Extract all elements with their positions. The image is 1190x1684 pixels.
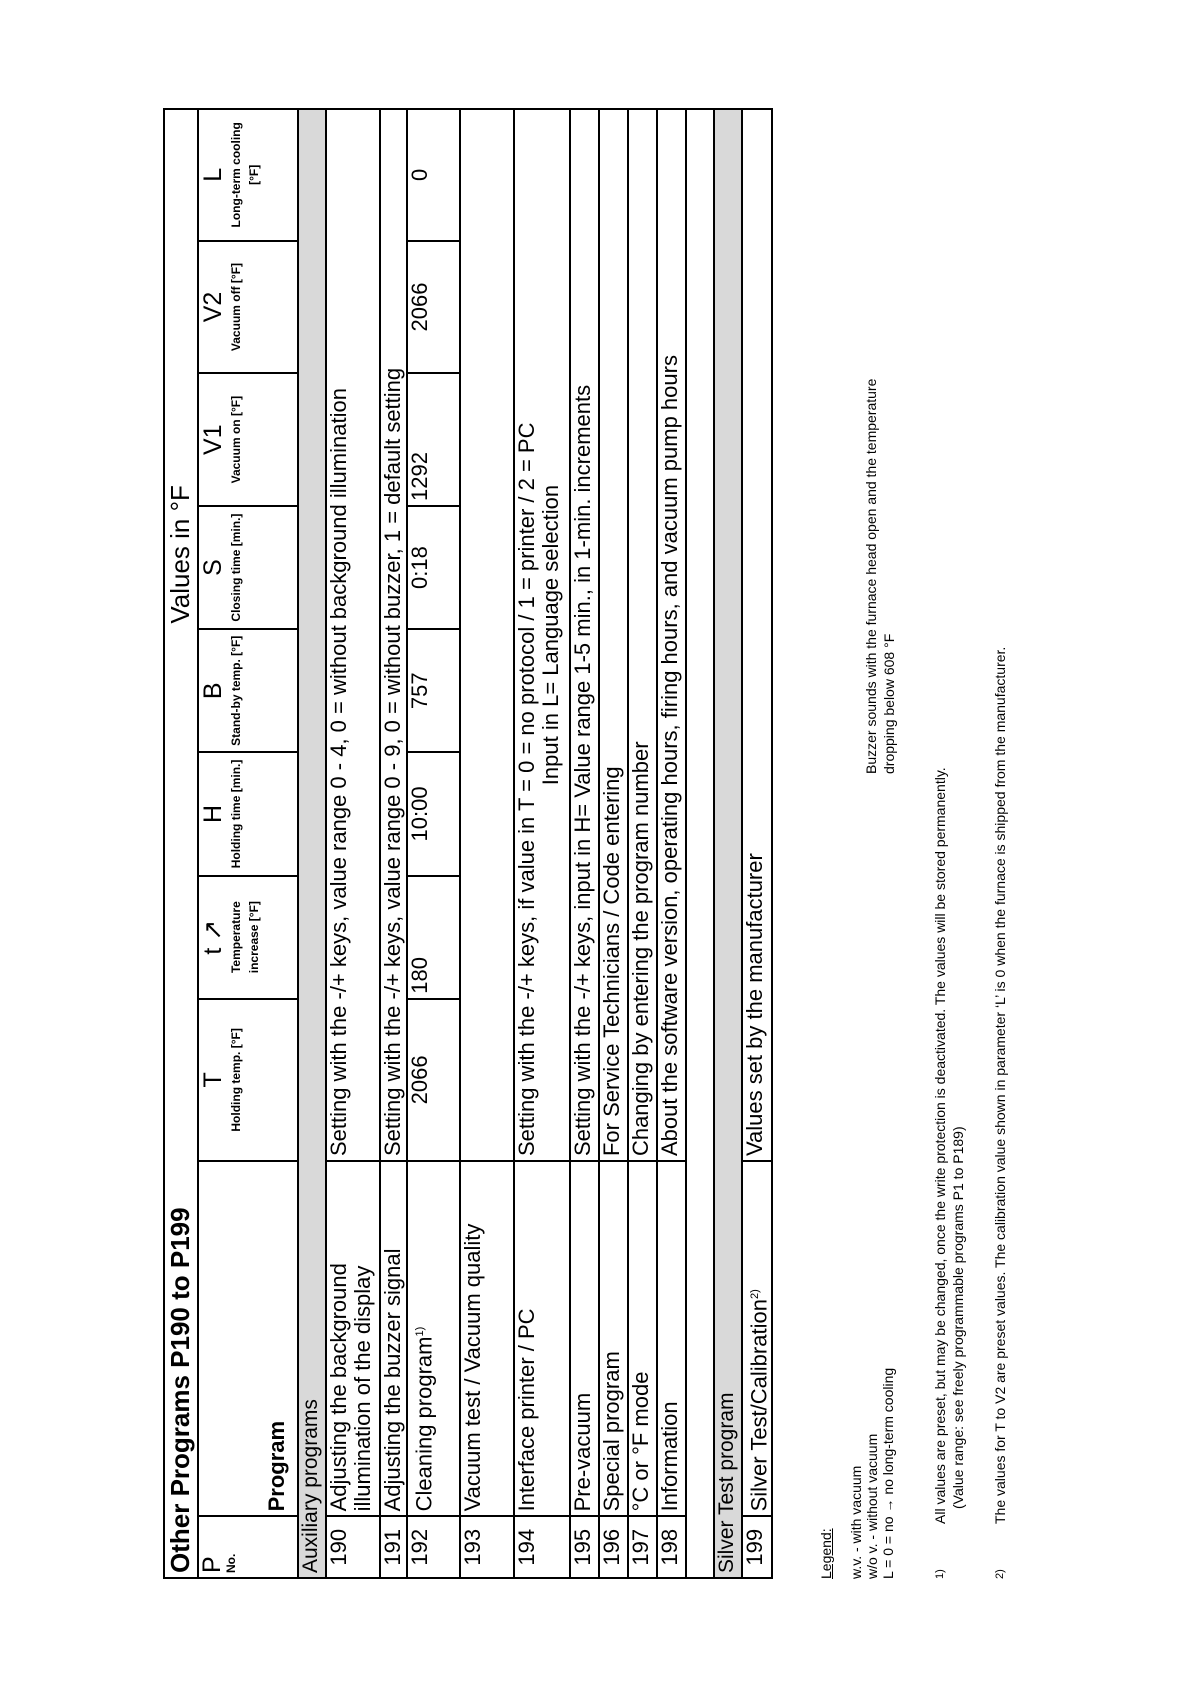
header-V2-letter: V2 [199, 291, 227, 323]
header-S-sub: Closing time [min.] [229, 513, 243, 622]
table-row [742, 109, 772, 1578]
table-row [570, 109, 599, 1578]
row-number: 192 [407, 1516, 460, 1578]
header-V1 [198, 373, 298, 506]
header-t-sub: Temperature increase [°F] [229, 901, 261, 974]
row-program-label: Cleaning program [411, 1336, 437, 1512]
header-V2-sub: Vacuum off [°F] [229, 262, 243, 352]
header-H-letter: H [199, 804, 227, 823]
row-program: Adjusting the background illumination of the display [326, 1161, 380, 1516]
value-L: 0 [407, 109, 460, 241]
header-p [198, 1516, 298, 1578]
footnote-1-mark: 1) [934, 1569, 946, 1579]
row-program: Adjusting the buzzer signal [380, 1161, 407, 1516]
row-number: 194 [514, 1516, 570, 1578]
header-V1-sub: Vacuum on [°F] [229, 395, 243, 484]
value-V1: 1292 [407, 373, 460, 506]
values-title-cell [164, 109, 198, 999]
header-H [198, 752, 298, 875]
header-S-letter: S [199, 559, 227, 576]
row-number: 197 [628, 1516, 657, 1578]
header-B-letter: B [199, 682, 227, 700]
table-title: Other Programs P190 to P199 [165, 1207, 195, 1573]
section-row-aux [298, 109, 326, 1578]
footnote-ref: 1) [414, 1326, 426, 1337]
row-text: Changing by entering the program number [628, 109, 657, 1161]
header-T-letter: T [199, 1072, 227, 1088]
header-S [198, 506, 298, 629]
header-t [198, 876, 298, 999]
legend-line-2: w/o v. - without vacuum [864, 1433, 880, 1579]
row-program: Special program [599, 1161, 628, 1516]
programs-table [163, 108, 773, 1579]
row-program-label: Silver Test/Calibration [746, 1299, 772, 1512]
row-program [742, 1161, 772, 1516]
footnote-1-line-2: (Value range: see freely programmable programs P1 to P189) [950, 1126, 966, 1509]
header-B-sub: Stand-by temp. [°F] [229, 635, 243, 746]
header-T [198, 999, 298, 1161]
row-number: 195 [570, 1516, 599, 1578]
row-text-line1: Setting with the -/+ keys, if value in T = 0 = no protocol / 1 = printer / 2 = PC [514, 422, 539, 1157]
section-silver: Silver Test program [714, 109, 742, 1578]
legend-line-3: L = 0 = no → no long-term cooling [880, 1367, 896, 1579]
row-text [460, 109, 514, 1161]
section-row-silver [714, 109, 742, 1578]
header-B [198, 629, 298, 752]
row-program: °C or °F mode [628, 1161, 657, 1516]
row-text: Setting with the -/+ keys, value range 0 - 4, 0 = without background illumination [326, 109, 380, 1161]
header-V2 [198, 241, 298, 374]
header-program-label: Program [264, 1420, 289, 1512]
value-t: 180 [407, 876, 460, 999]
row-text: About the software version, operating hours, firing hours, and vacuum pump hours [657, 109, 686, 1161]
buzzer-note: Buzzer sounds with the furnace head open and the temperature dropping below 608 °F [863, 378, 897, 774]
row-text [514, 109, 570, 1161]
footnote-1-line-1: All values are preset, but may be changed, once the write protection is deactivated. The values will be stored permanently. [932, 767, 948, 1524]
spacer-cell [686, 109, 714, 1578]
section-aux: Auxiliary programs [298, 109, 326, 1578]
table-row [326, 109, 380, 1578]
table-title-cell [164, 999, 198, 1578]
header-H-sub: Holding time [min.] [229, 759, 243, 869]
table-row [460, 109, 514, 1578]
spacer-row [686, 109, 714, 1578]
row-number: 191 [380, 1516, 407, 1578]
header-p-letter: P [198, 1556, 226, 1573]
legend-title: Legend: [818, 1528, 834, 1579]
row-program: Pre-vacuum [570, 1161, 599, 1516]
header-t-letter: t ↗ [199, 919, 227, 955]
row-number: 198 [657, 1516, 686, 1578]
row-program: Information [657, 1161, 686, 1516]
footnote-2-mark: 2) [994, 1569, 1006, 1579]
footnote-2-line-1: The values for T to V2 are preset values. The calibration value shown in parameter ‘L’ is 0 when the furnace is shipped from the manufacturer. [992, 646, 1008, 1524]
row-text: Setting with the -/+ keys, input in H= Value range 1-5 min., in 1-min. increments [570, 109, 599, 1161]
header-program [198, 1161, 298, 1516]
row-program: Vacuum test / Vacuum quality [460, 1161, 514, 1516]
values-title: Values in °F [165, 485, 195, 624]
header-p-sub: No. [224, 1553, 238, 1573]
footnote-ref: 2) [749, 1289, 761, 1300]
header-V1-letter: V1 [199, 424, 227, 455]
table-row [407, 109, 460, 1578]
value-H: 10:00 [407, 752, 460, 875]
table-row [514, 109, 570, 1578]
row-number: 199 [742, 1516, 772, 1578]
row-number: 193 [460, 1516, 514, 1578]
header-L-letter: L [199, 167, 227, 182]
value-B: 757 [407, 629, 460, 752]
table-row [599, 109, 628, 1578]
row-text: Setting with the -/+ keys, value range 0 - 9, 0 = without buzzer, 1 = default setting [380, 109, 407, 1161]
header-T-sub: Holding temp. [°F] [229, 1028, 243, 1132]
row-number: 196 [599, 1516, 628, 1578]
row-text: Values set by the manufacturer [742, 109, 772, 1161]
table-row [657, 109, 686, 1578]
row-text: For Service Technicians / Code entering [599, 109, 628, 1161]
header-L [198, 109, 298, 241]
legend-line-1: w.v. - with vacuum [848, 1465, 864, 1579]
row-program [407, 1161, 460, 1516]
row-text-line2: Input in L= Language selection [538, 484, 563, 786]
table-row [380, 109, 407, 1578]
row-number: 190 [326, 1516, 380, 1578]
row-program: Interface printer / PC [514, 1161, 570, 1516]
value-T: 2066 [407, 999, 460, 1161]
value-V2: 2066 [407, 241, 460, 374]
table-row [628, 109, 657, 1578]
value-S: 0:18 [407, 506, 460, 629]
header-L-sub: Long-term cooling [°F] [229, 122, 261, 228]
